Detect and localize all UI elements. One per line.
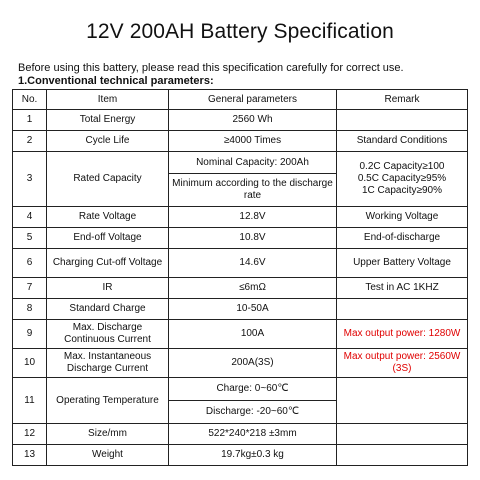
row-params: ≥4000 Times (169, 131, 337, 152)
row-remark-capacity (337, 152, 468, 207)
row-item: Weight (47, 445, 169, 466)
remark-line: 1C Capacity≥90% (362, 185, 442, 196)
header-item: Item (47, 90, 169, 110)
row-no: 13 (13, 445, 47, 466)
table-row (13, 378, 468, 401)
table-row (13, 152, 468, 174)
row-item: End-off Voltage (47, 228, 169, 249)
row-item: Standard Charge (47, 299, 169, 320)
row-item: Size/mm (47, 424, 169, 445)
table-row (13, 424, 468, 445)
row-item: Charging Cut-off Voltage (47, 249, 169, 278)
table-row (13, 299, 468, 320)
row-no: 5 (13, 228, 47, 249)
row-remark (337, 110, 468, 131)
spec-table (12, 89, 468, 466)
row-remark: Test in AC 1KHZ (337, 278, 468, 299)
row-no: 10 (13, 349, 47, 378)
remark-line: 0.2C Capacity≥100 (359, 161, 445, 172)
row-no: 3 (13, 152, 47, 207)
row-item: Rated Capacity (47, 152, 169, 207)
row-remark: End-of-discharge (337, 228, 468, 249)
row-params: 2560 Wh (169, 110, 337, 131)
header-no: No. (13, 90, 47, 110)
row-params: 10-50A (169, 299, 337, 320)
row-remark: Working Voltage (337, 207, 468, 228)
table-row (13, 131, 468, 152)
row-params: 200A(3S) (169, 349, 337, 378)
table-header-row (13, 90, 468, 110)
row-no: 6 (13, 249, 47, 278)
row-item: Max. Instantaneous Discharge Current (47, 349, 169, 378)
row-params-nominal: Nominal Capacity: 200Ah (169, 152, 337, 174)
row-no: 12 (13, 424, 47, 445)
row-no: 2 (13, 131, 47, 152)
row-remark (337, 445, 468, 466)
section-heading: 1.Conventional technical parameters: (18, 75, 214, 87)
table-row (13, 445, 468, 466)
row-params: 14.6V (169, 249, 337, 278)
table-row (13, 349, 468, 378)
row-remark: Upper Battery Voltage (337, 249, 468, 278)
row-params: 522*240*218 ±3mm (169, 424, 337, 445)
row-params: 19.7kg±0.3 kg (169, 445, 337, 466)
row-item: Max. Discharge Continuous Current (47, 320, 169, 349)
row-item: Operating Temperature (47, 378, 169, 424)
row-params-discharge-temp: Discharge: -20~60℃ (169, 401, 337, 424)
row-params: 12.8V (169, 207, 337, 228)
table-row (13, 207, 468, 228)
row-item: IR (47, 278, 169, 299)
table-row (13, 278, 468, 299)
row-item: Cycle Life (47, 131, 169, 152)
row-no: 7 (13, 278, 47, 299)
row-item: Total Energy (47, 110, 169, 131)
row-remark-max-power: Max output power: 2560W (3S) (337, 349, 468, 378)
header-remark: Remark (337, 90, 468, 110)
row-no: 8 (13, 299, 47, 320)
row-remark (337, 424, 468, 445)
row-remark (337, 378, 468, 424)
row-no: 9 (13, 320, 47, 349)
row-params: 10.8V (169, 228, 337, 249)
page-title: 12V 200AH Battery Specification (86, 20, 394, 43)
row-remark (337, 299, 468, 320)
row-remark: Standard Conditions (337, 131, 468, 152)
row-params-minimum: Minimum according to the discharge rate (169, 174, 337, 207)
row-params-charge-temp: Charge: 0~60℃ (169, 378, 337, 401)
row-params: ≤6mΩ (169, 278, 337, 299)
row-no: 4 (13, 207, 47, 228)
table-row (13, 110, 468, 131)
row-params: 100A (169, 320, 337, 349)
row-no: 11 (13, 378, 47, 424)
remark-line: 0.5C Capacity≥95% (357, 173, 447, 184)
table-row (13, 228, 468, 249)
table-row (13, 320, 468, 349)
intro-text: Before using this battery, please read this specification carefully for correct use. (18, 62, 404, 74)
header-params: General parameters (169, 90, 337, 110)
row-remark-max-power: Max output power: 1280W (337, 320, 468, 349)
row-no: 1 (13, 110, 47, 131)
table-row (13, 249, 468, 278)
row-item: Rate Voltage (47, 207, 169, 228)
